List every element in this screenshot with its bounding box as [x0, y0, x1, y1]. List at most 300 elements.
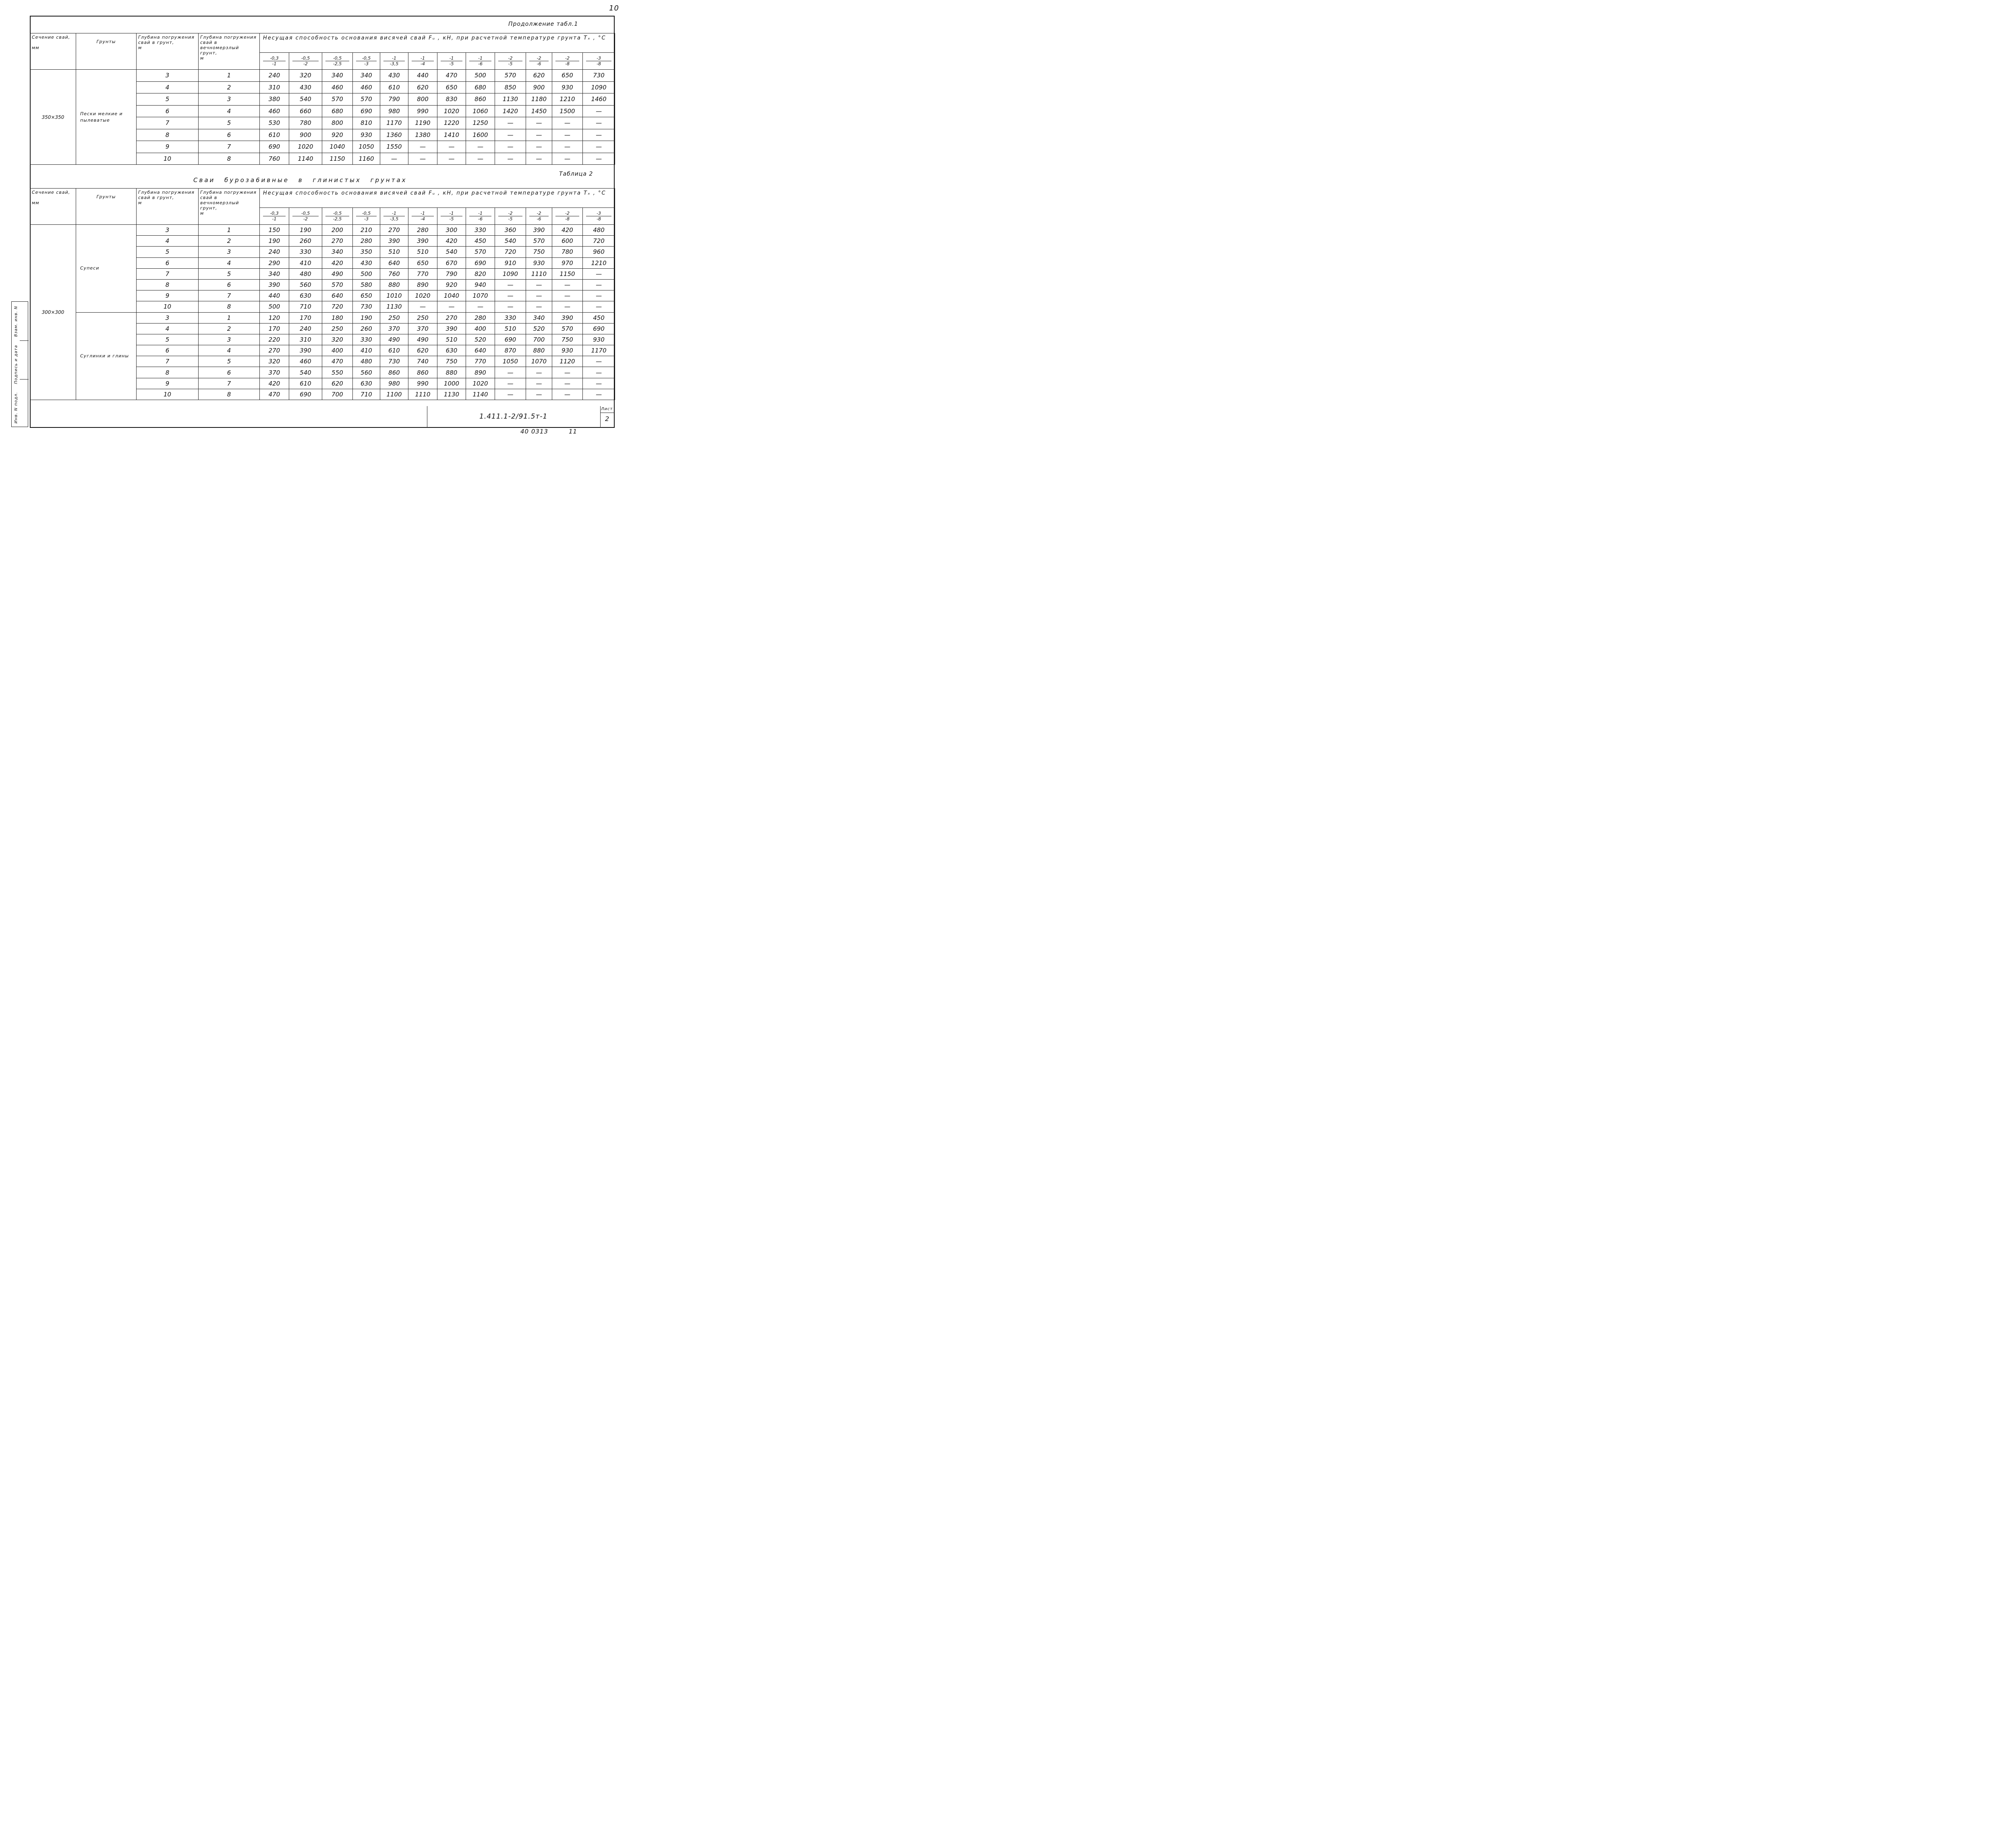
capacity-value: 390 [408, 236, 437, 247]
header-soil [76, 189, 137, 225]
capacity-value: — [466, 141, 495, 153]
capacity-value: 420 [552, 225, 583, 236]
capacity-value: 1110 [408, 389, 437, 400]
depth-cell: 7 [137, 117, 199, 129]
capacity-value: 340 [260, 268, 289, 279]
header-permafrost-unit: м [200, 56, 204, 61]
capacity-value: 990 [408, 378, 437, 389]
capacity-value: 620 [408, 345, 437, 356]
capacity-value: 170 [289, 312, 322, 323]
capacity-value: — [583, 141, 615, 153]
capacity-value: 340 [526, 312, 552, 323]
permafrost-depth-cell: 5 [199, 356, 260, 367]
section-title: Сваи буроза6ивные в глинистых грунтах [193, 176, 407, 184]
inventory-number: 40 0313 [520, 428, 549, 435]
capacity-value: 270 [322, 236, 353, 247]
side-stamp [11, 301, 28, 427]
capacity-value: 1020 [289, 141, 322, 153]
capacity-value: 860 [408, 367, 437, 378]
capacity-value: 510 [408, 247, 437, 257]
permafrost-depth-cell: 6 [199, 367, 260, 378]
capacity-value: 690 [353, 105, 380, 117]
capacity-value: — [552, 117, 583, 129]
capacity-value: — [552, 389, 583, 400]
depth-cell: 10 [137, 389, 199, 400]
capacity-value: 750 [552, 334, 583, 345]
temperature-cell [495, 53, 526, 70]
soil-cell: Суглинки и глины [76, 312, 137, 400]
capacity-value: 860 [380, 367, 408, 378]
capacity-value: — [552, 153, 583, 165]
capacity-value: 470 [322, 356, 353, 367]
capacity-value: 690 [260, 141, 289, 153]
capacity-value: 630 [437, 345, 466, 356]
header-depth-unit: м [138, 200, 142, 205]
permafrost-depth-cell: 6 [199, 279, 260, 290]
table-1-body [30, 33, 615, 165]
temperature-lower: -5 [449, 61, 454, 66]
capacity-value: 750 [437, 356, 466, 367]
temperature-upper: -0,5 [325, 211, 349, 216]
capacity-value: 640 [322, 290, 353, 301]
capacity-value: 1210 [552, 93, 583, 106]
capacity-value: 690 [495, 334, 526, 345]
capacity-value: 930 [353, 129, 380, 141]
capacity-value: 1100 [380, 389, 408, 400]
depth-cell: 4 [137, 323, 199, 334]
capacity-value: 220 [260, 334, 289, 345]
capacity-value: 360 [495, 225, 526, 236]
capacity-value: 880 [437, 367, 466, 378]
capacity-value: 150 [260, 225, 289, 236]
capacity-value: 550 [322, 367, 353, 378]
capacity-value: 1140 [289, 153, 322, 165]
capacity-value: 190 [353, 312, 380, 323]
capacity-value: — [380, 153, 408, 165]
header-soil-label: Грунты [96, 194, 116, 199]
capacity-value: 400 [466, 323, 495, 334]
capacity-value: 610 [289, 378, 322, 389]
capacity-value: — [552, 141, 583, 153]
section-cell: 350×350 [30, 70, 76, 165]
capacity-value: — [408, 141, 437, 153]
temperature-lower: -8 [565, 216, 570, 222]
capacity-value: — [495, 129, 526, 141]
header-permafrost-label: Глубина погружения свай в вечномерзлый грунт, [200, 190, 257, 211]
temperature-upper: -2 [529, 56, 549, 61]
capacity-value: — [495, 301, 526, 312]
permafrost-depth-cell: 3 [199, 247, 260, 257]
header-row [30, 189, 615, 208]
capacity-value: 1130 [437, 389, 466, 400]
capacity-value: — [495, 117, 526, 129]
capacity-value: — [526, 279, 552, 290]
capacity-value: 880 [526, 345, 552, 356]
header-permafrost-unit: м [200, 211, 204, 216]
capacity-value: 490 [322, 268, 353, 279]
capacity-value: 420 [322, 257, 353, 268]
capacity-value: 920 [437, 279, 466, 290]
capacity-value: 390 [380, 236, 408, 247]
capacity-value: 790 [380, 93, 408, 106]
capacity-value: — [437, 301, 466, 312]
depth-cell: 6 [137, 105, 199, 117]
temperature-cell [552, 53, 583, 70]
capacity-value: — [526, 367, 552, 378]
temperature-cell [289, 53, 322, 70]
capacity-value: 750 [526, 247, 552, 257]
depth-cell: 7 [137, 268, 199, 279]
capacity-value: 400 [322, 345, 353, 356]
capacity-value: — [583, 389, 615, 400]
capacity-value: 760 [260, 153, 289, 165]
temperature-upper: -1 [469, 211, 491, 216]
capacity-value: 1170 [380, 117, 408, 129]
depth-cell: 6 [137, 345, 199, 356]
capacity-value: 270 [380, 225, 408, 236]
capacity-value: 790 [437, 268, 466, 279]
capacity-value: — [552, 279, 583, 290]
capacity-value: 880 [380, 279, 408, 290]
capacity-value: 720 [583, 236, 615, 247]
capacity-value: — [583, 301, 615, 312]
capacity-value: — [552, 378, 583, 389]
permafrost-depth-cell: 2 [199, 323, 260, 334]
soil-cell: Супеси [76, 225, 137, 313]
capacity-value: 500 [466, 70, 495, 82]
capacity-value: 1110 [526, 268, 552, 279]
permafrost-depth-cell: 2 [199, 81, 260, 93]
capacity-value: 610 [380, 81, 408, 93]
depth-cell: 4 [137, 81, 199, 93]
capacity-value: — [552, 290, 583, 301]
capacity-value: 740 [408, 356, 437, 367]
capacity-value: — [495, 279, 526, 290]
capacity-value: 1150 [552, 268, 583, 279]
capacity-value: 710 [353, 389, 380, 400]
temperature-cell [437, 53, 466, 70]
side-label-replacement: Взам. инв. N [14, 306, 19, 337]
temperature-upper: -0,3 [263, 211, 286, 216]
capacity-value: 190 [289, 225, 322, 236]
depth-cell: 8 [137, 279, 199, 290]
capacity-value: 540 [289, 93, 322, 106]
capacity-value: 280 [408, 225, 437, 236]
header-section-unit: мм [32, 45, 39, 50]
capacity-value: 340 [322, 70, 353, 82]
capacity-value: — [437, 153, 466, 165]
capacity-value: 390 [260, 279, 289, 290]
depth-cell: 3 [137, 225, 199, 236]
capacity-value: — [526, 141, 552, 153]
permafrost-depth-cell: 5 [199, 117, 260, 129]
capacity-value: 910 [495, 257, 526, 268]
capacity-value: 1050 [495, 356, 526, 367]
capacity-value: 930 [552, 81, 583, 93]
capacity-value: — [466, 301, 495, 312]
capacity-value: 190 [260, 236, 289, 247]
capacity-value: 820 [466, 268, 495, 279]
capacity-value: 710 [289, 301, 322, 312]
capacity-value: — [495, 290, 526, 301]
capacity-value: — [437, 141, 466, 153]
capacity-value: — [583, 117, 615, 129]
header-section-unit: мм [32, 200, 39, 205]
permafrost-depth-cell: 5 [199, 268, 260, 279]
capacity-value: 720 [495, 247, 526, 257]
temperature-cell [408, 53, 437, 70]
capacity-value: 800 [408, 93, 437, 106]
capacity-value: 460 [353, 81, 380, 93]
temperature-lower: -2 [303, 216, 308, 222]
capacity-value: 1060 [466, 105, 495, 117]
temperature-cell [322, 53, 353, 70]
capacity-value: 970 [552, 257, 583, 268]
capacity-value: — [466, 153, 495, 165]
temperature-upper: -1 [383, 211, 405, 216]
capacity-value: 530 [260, 117, 289, 129]
depth-cell: 10 [137, 153, 199, 165]
capacity-value: 270 [260, 345, 289, 356]
temperature-lower: -4 [421, 216, 425, 222]
temperature-cell [437, 208, 466, 225]
capacity-value: 350 [353, 247, 380, 257]
capacity-value: 690 [289, 389, 322, 400]
capacity-value: 870 [495, 345, 526, 356]
temperature-lower: -6 [537, 216, 541, 222]
capacity-value: 180 [322, 312, 353, 323]
temperature-lower: -3,5 [390, 216, 399, 222]
capacity-value: 310 [260, 81, 289, 93]
temperature-upper: -1 [441, 211, 462, 216]
capacity-value: 370 [380, 323, 408, 334]
temperature-cell [289, 208, 322, 225]
capacity-value: 1000 [437, 378, 466, 389]
depth-cell: 8 [137, 367, 199, 378]
capacity-value: 1420 [495, 105, 526, 117]
side-label-signature: Подпись и дата [14, 345, 19, 384]
capacity-value: 1500 [552, 105, 583, 117]
capacity-value: 340 [322, 247, 353, 257]
capacity-value: 460 [322, 81, 353, 93]
capacity-value: — [495, 367, 526, 378]
temperature-cell [526, 208, 552, 225]
capacity-value: 170 [260, 323, 289, 334]
temperature-cell [552, 208, 583, 225]
capacity-value: 310 [289, 334, 322, 345]
depth-cell: 5 [137, 247, 199, 257]
document-code: 1.411.1-2/91.5т-1 [479, 413, 548, 421]
header-depth-label: Глубина погружения свай в грунт, [138, 190, 195, 200]
depth-cell: 9 [137, 141, 199, 153]
capacity-value: 540 [289, 367, 322, 378]
capacity-value: 390 [437, 323, 466, 334]
capacity-value: 1410 [437, 129, 466, 141]
header-permafrost-depth [199, 33, 260, 70]
capacity-value: — [583, 367, 615, 378]
capacity-value: 760 [380, 268, 408, 279]
temperature-upper: -0,5 [356, 211, 377, 216]
side-stamp-divider [20, 340, 29, 341]
capacity-value: 1250 [466, 117, 495, 129]
capacity-value: 800 [322, 117, 353, 129]
depth-cell: 6 [137, 257, 199, 268]
capacity-value: 320 [322, 334, 353, 345]
capacity-value: 500 [353, 268, 380, 279]
capacity-value: 980 [380, 105, 408, 117]
depth-cell: 9 [137, 290, 199, 301]
capacity-value: 280 [353, 236, 380, 247]
capacity-value: 930 [552, 345, 583, 356]
capacity-value: — [526, 378, 552, 389]
capacity-value: 1130 [495, 93, 526, 106]
capacity-value: 1090 [495, 268, 526, 279]
depth-cell: 8 [137, 129, 199, 141]
capacity-value: 480 [583, 225, 615, 236]
capacity-value: 420 [437, 236, 466, 247]
capacity-value: — [526, 290, 552, 301]
capacity-value: 460 [289, 356, 322, 367]
capacity-value: 260 [289, 236, 322, 247]
capacity-value: 1070 [466, 290, 495, 301]
capacity-value: 980 [380, 378, 408, 389]
capacity-value: 1040 [322, 141, 353, 153]
capacity-value: 470 [260, 389, 289, 400]
capacity-value: 510 [495, 323, 526, 334]
permafrost-depth-cell: 1 [199, 312, 260, 323]
capacity-value: 290 [260, 257, 289, 268]
header-permafrost-depth [199, 189, 260, 225]
capacity-value: 1450 [526, 105, 552, 117]
temperature-lower: -6 [478, 216, 483, 222]
capacity-value: 570 [353, 93, 380, 106]
capacity-value: 1120 [552, 356, 583, 367]
capacity-value: — [526, 389, 552, 400]
capacity-value: 1040 [437, 290, 466, 301]
temperature-upper: -2 [498, 211, 522, 216]
header-section-label: Сечение свай, [32, 190, 70, 195]
permafrost-depth-cell: 3 [199, 93, 260, 106]
depth-cell: 3 [137, 70, 199, 82]
capacity-value: 580 [353, 279, 380, 290]
capacity-value: 440 [260, 290, 289, 301]
capacity-value: 430 [289, 81, 322, 93]
capacity-value: 730 [353, 301, 380, 312]
depth-cell: 5 [137, 93, 199, 106]
capacity-value: 390 [552, 312, 583, 323]
permafrost-depth-cell: 4 [199, 105, 260, 117]
temperature-lower: -1 [272, 216, 277, 222]
temperature-lower: -2 [303, 61, 308, 66]
capacity-value: — [583, 279, 615, 290]
temperature-lower: -5 [508, 61, 513, 66]
header-section [30, 33, 76, 70]
capacity-value: 210 [353, 225, 380, 236]
temperature-upper: -1 [412, 56, 434, 61]
capacity-value: 730 [380, 356, 408, 367]
depth-cell: 3 [137, 312, 199, 323]
capacity-value: 330 [466, 225, 495, 236]
capacity-value: 450 [583, 312, 615, 323]
capacity-value: 370 [260, 367, 289, 378]
permafrost-depth-cell: 8 [199, 301, 260, 312]
capacity-value: 330 [495, 312, 526, 323]
capacity-value: 1140 [466, 389, 495, 400]
capacity-value: 500 [260, 301, 289, 312]
capacity-value: 250 [322, 323, 353, 334]
capacity-value: 1010 [380, 290, 408, 301]
capacity-value: 570 [322, 93, 353, 106]
temperature-cell [583, 53, 615, 70]
section-cell: 300×300 [30, 225, 76, 400]
temperature-upper: -1 [383, 56, 405, 61]
capacity-value: — [495, 153, 526, 165]
capacity-value: — [408, 301, 437, 312]
capacity-value: 340 [353, 70, 380, 82]
capacity-value: — [408, 153, 437, 165]
temperature-lower: -8 [597, 216, 601, 222]
capacity-value: 690 [466, 257, 495, 268]
capacity-value: 620 [526, 70, 552, 82]
capacity-value: 890 [466, 367, 495, 378]
capacity-value: 960 [583, 247, 615, 257]
capacity-value: 380 [260, 93, 289, 106]
header-soil [76, 33, 137, 70]
capacity-value: — [526, 129, 552, 141]
depth-cell: 4 [137, 236, 199, 247]
header-row [30, 33, 615, 53]
capacity-value: 720 [322, 301, 353, 312]
capacity-value: 1130 [380, 301, 408, 312]
capacity-value: 650 [552, 70, 583, 82]
capacity-value: 630 [289, 290, 322, 301]
capacity-value: — [495, 141, 526, 153]
capacity-value: — [583, 378, 615, 389]
capacity-value: 900 [526, 81, 552, 93]
header-capacity-label: Несущая способность основания висячей свай Fᵤ , кН, при расчетной температуре грунта Tₓ , °C [263, 35, 606, 41]
capacity-value: 480 [353, 356, 380, 367]
temperature-cell [260, 208, 289, 225]
capacity-value: 240 [289, 323, 322, 334]
temperature-lower: -4 [421, 61, 425, 66]
temperature-cell [466, 53, 495, 70]
temperature-cell [583, 208, 615, 225]
capacity-value: 1020 [437, 105, 466, 117]
capacity-value: 1360 [380, 129, 408, 141]
table-1 [30, 33, 615, 165]
header-capacity [260, 33, 615, 53]
capacity-value: 430 [353, 257, 380, 268]
permafrost-depth-cell: 8 [199, 389, 260, 400]
capacity-value: 700 [526, 334, 552, 345]
capacity-value: 1550 [380, 141, 408, 153]
capacity-value: 390 [526, 225, 552, 236]
capacity-value: 260 [353, 323, 380, 334]
permafrost-depth-cell: 3 [199, 334, 260, 345]
capacity-value: 540 [495, 236, 526, 247]
capacity-value: 850 [495, 81, 526, 93]
capacity-value: 890 [408, 279, 437, 290]
capacity-value: 240 [260, 247, 289, 257]
capacity-value: 650 [353, 290, 380, 301]
sheet-number: 2 [605, 415, 610, 423]
temperature-upper: -0,5 [292, 56, 319, 61]
capacity-value: 370 [408, 323, 437, 334]
capacity-value: 440 [408, 70, 437, 82]
capacity-value: 570 [466, 247, 495, 257]
permafrost-depth-cell: 2 [199, 236, 260, 247]
capacity-value: 650 [437, 81, 466, 93]
